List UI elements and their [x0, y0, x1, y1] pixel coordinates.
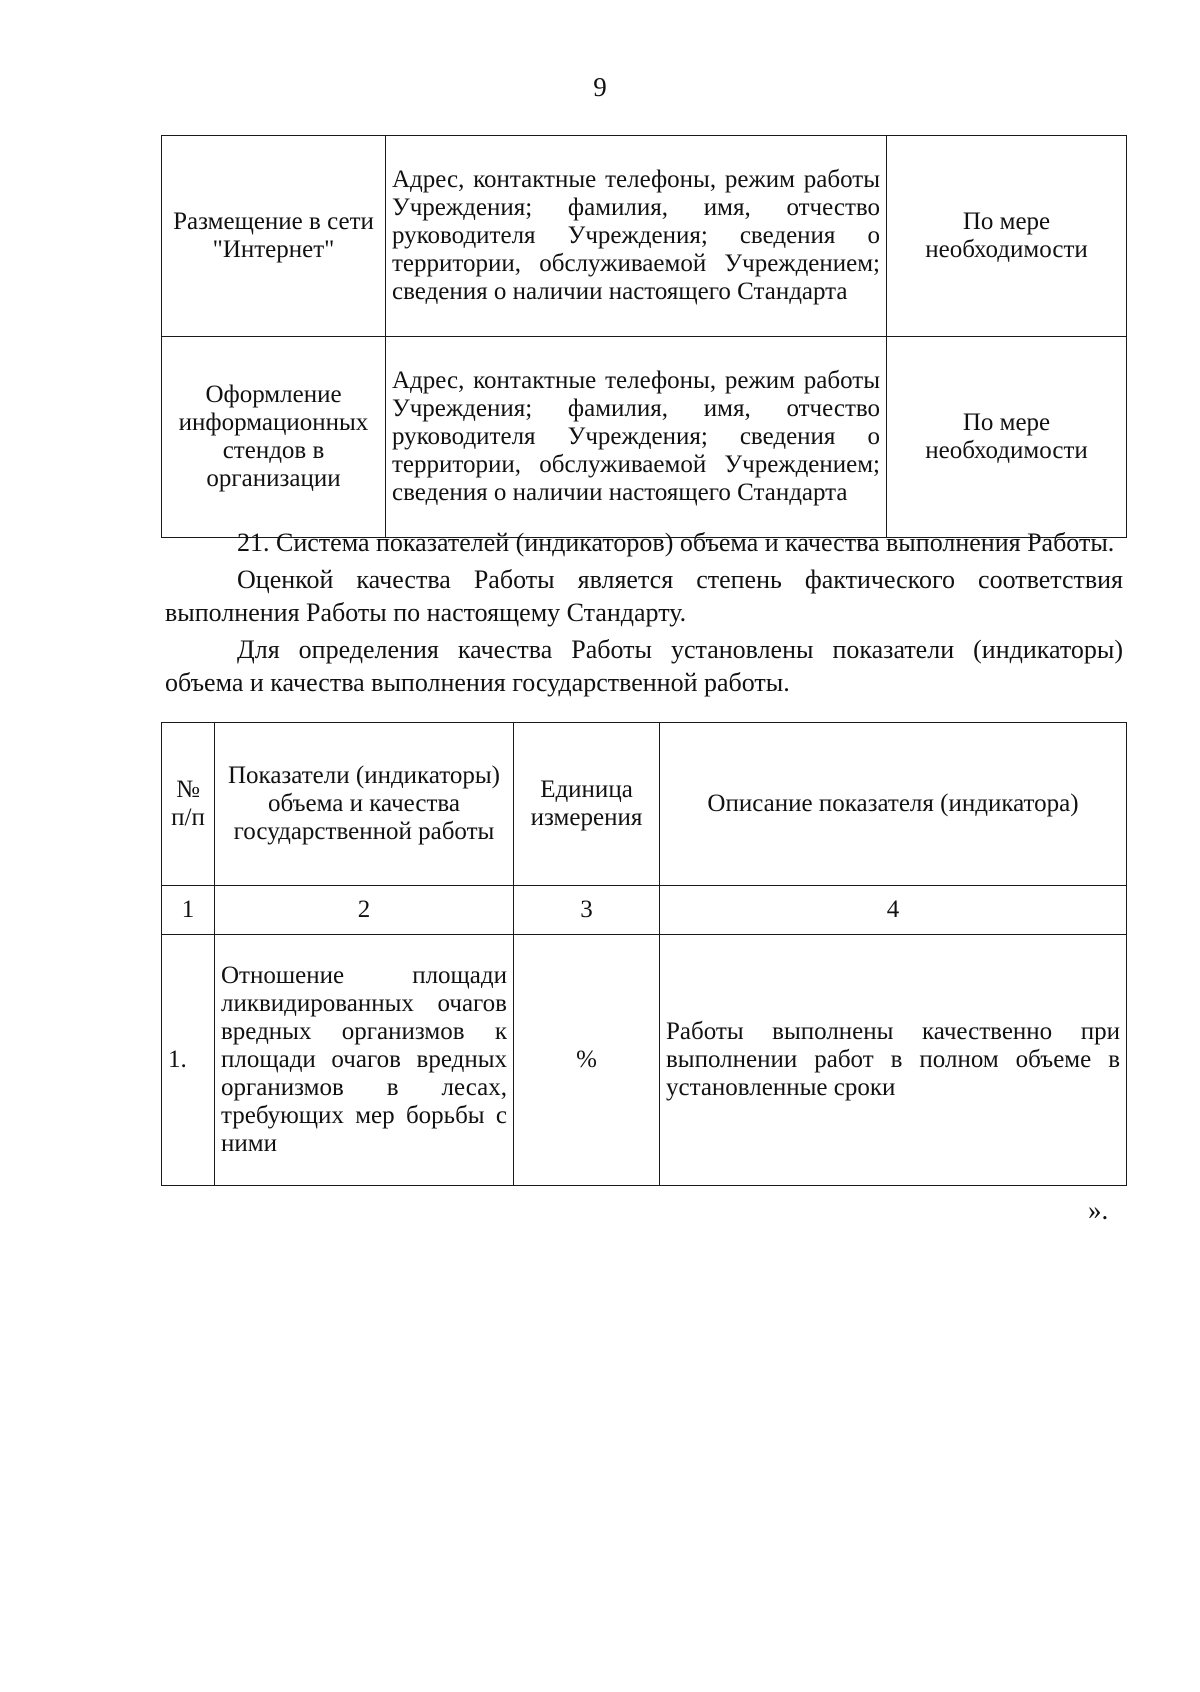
paragraph-quality: Оценкой качества Работы является степень фактического соответствия выполнения Работы по настоящему Стандарту. [165, 565, 1123, 627]
paragraph-indicators: Для определения качества Работы установлены показатели (индикаторы) объема и качества выполнения государственной работы. [165, 635, 1123, 697]
info-content-cell: Адрес, контактные телефоны, режим работы Учреждения; фамилия, имя, отчество руководителя Учреждения; сведения о территории, обслуживаемой Учреждением; сведения о наличии настоящего Стандарта [386, 337, 887, 538]
table-row [162, 935, 1127, 1186]
header-unit: Единица измерения [514, 723, 660, 886]
info-content-cell: Адрес, контактные телефоны, режим работы Учреждения; фамилия, имя, отчество руководителя Учреждения; сведения о территории, обслуживаемой Учреждением; сведения о наличии настоящего Стандарта [386, 136, 887, 337]
column-number: 2 [215, 886, 514, 935]
header-indicator: Показатели (индикаторы) объема и качества государственной работы [215, 723, 514, 886]
column-numbers-row [162, 886, 1127, 935]
closing-quote: ». [1088, 1195, 1109, 1225]
paragraph-21: 21. Система показателей (индикаторов) объема и качества выполнения Работы. [237, 528, 1115, 557]
column-number: 4 [660, 886, 1127, 935]
table-header-row [162, 723, 1127, 886]
indicator-number: 1. [162, 935, 215, 1186]
indicator-name: Отношение площади ликвидированных очагов вредных организмов к площади очагов вредных организмов в лесах, требующих мер борьбы с ними [215, 935, 514, 1186]
page-number: 9 [593, 72, 607, 102]
indicator-unit: % [514, 935, 660, 1186]
header-number: № п/п [162, 723, 215, 886]
table-row [162, 337, 1127, 538]
indicator-description: Работы выполнены качественно при выполнении работ в полном объеме в установленные сроки [660, 935, 1127, 1186]
info-method-cell: Оформление информационных стендов в организации [162, 337, 386, 538]
info-method-cell: Размещение в сети "Интернет" [162, 136, 386, 337]
column-number: 3 [514, 886, 660, 935]
indicators-table [161, 722, 1127, 1186]
info-methods-table [161, 135, 1127, 538]
header-description: Описание показателя (индикатора) [660, 723, 1127, 886]
info-frequency-cell: По мере необходимости [887, 337, 1127, 538]
info-frequency-cell: По мере необходимости [887, 136, 1127, 337]
column-number: 1 [162, 886, 215, 935]
table-row [162, 136, 1127, 337]
body-text [165, 526, 1123, 699]
